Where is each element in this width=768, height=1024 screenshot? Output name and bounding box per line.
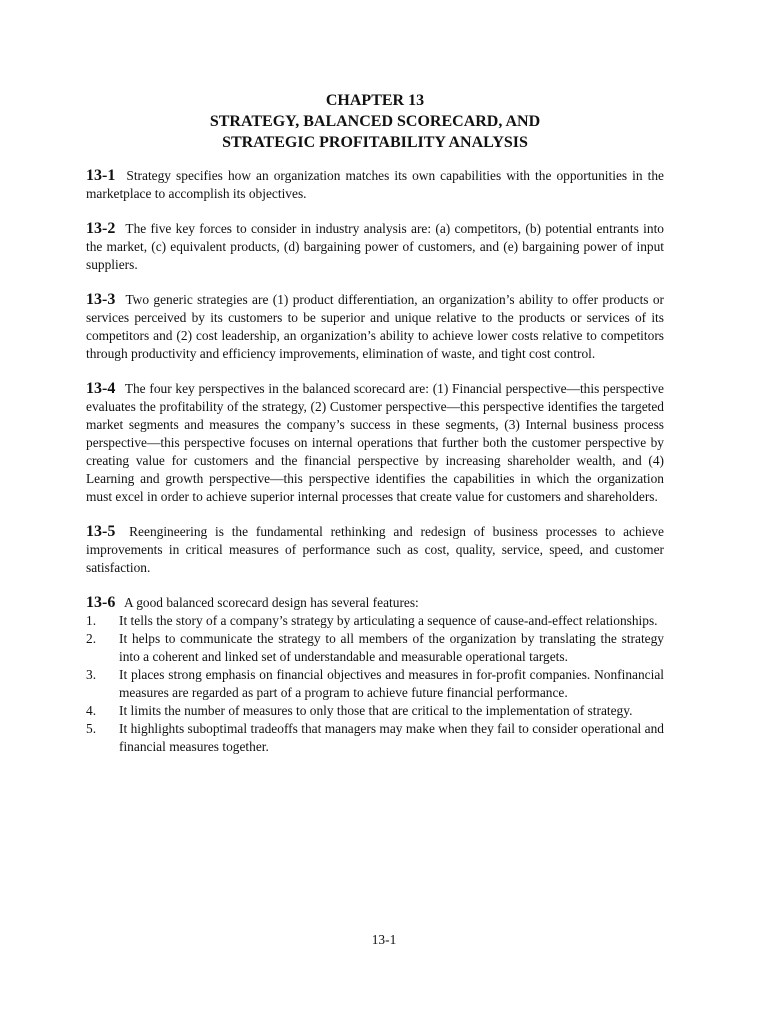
question-13-3 (86, 291, 664, 363)
question-number: 13-5 (86, 523, 116, 540)
document-page (86, 90, 664, 756)
question-number: 13-3 (86, 291, 116, 308)
chapter-label: CHAPTER 13 (325, 92, 425, 109)
list-item-number: 3. (86, 667, 97, 682)
list-item (86, 666, 664, 702)
list-item (86, 612, 664, 630)
question-answer-text: A good balanced scorecard design has several features: (123, 595, 419, 610)
question-number: 13-6 (86, 594, 116, 611)
question-13-1 (86, 167, 664, 203)
list-item-number: 1. (86, 613, 97, 628)
list-item-number: 4. (86, 703, 97, 718)
list-item-text: It limits the number of measures to only those that are critical to the implementation of strategy. (119, 703, 633, 718)
list-item-text: It places strong emphasis on financial objectives and measures in for-profit companies. Nonfinancial measures are regarded as part of a program to achieve future financial performance. (119, 667, 664, 700)
list-item-number: 2. (86, 631, 97, 646)
question-answer-text: The five key forces to consider in industry analysis are: (a) competitors, (b) potential entrants into the market, (c) equivalent products, (d) bargaining power of customers, and (e) bargaining power of input suppliers. (86, 221, 664, 272)
list-item (86, 702, 664, 720)
chapter-heading (86, 90, 664, 153)
chapter-title-line-2: STRATEGIC PROFITABILITY ANALYSIS (222, 134, 528, 151)
chapter-title-line-1: STRATEGY, BALANCED SCORECARD, AND (209, 113, 541, 130)
list-item (86, 720, 664, 756)
page-number: 13-1 (371, 932, 397, 947)
question-13-2 (86, 220, 664, 274)
question-13-5 (86, 523, 664, 577)
question-answer-text: Two generic strategies are (1) product differentiation, an organization’s ability to offer products or services perceived by its customers to be superior and unique relative to the products or services of its competitors and (2) cost leadership, an organization’s ability to achieve lower costs relative to competitors through productivity and efficiency improvements, elimination of waste, and tight cost control. (86, 292, 664, 361)
question-answer-text: Strategy specifies how an organization matches its own capabilities with the opportunities in the marketplace to accomplish its objectives. (86, 168, 664, 201)
list-item-text: It tells the story of a company’s strategy by articulating a sequence of cause-and-effect relationships. (119, 613, 658, 628)
question-number: 13-4 (86, 380, 116, 397)
question-13-4 (86, 380, 664, 506)
list-item (86, 630, 664, 666)
question-number: 13-1 (86, 167, 116, 184)
question-13-6 (86, 594, 664, 612)
question-answer-text: The four key perspectives in the balanced scorecard are: (1) Financial perspective—this perspective evaluates the profitability of the strategy, (2) Customer perspective—this perspective identifies the targeted market segments and measures the company’s success in these segments, (3) Internal business process perspective—this perspective focuses on internal operations that further both the customer perspective by creating value for customers and the financial perspective by increasing shareholder wealth, and (4) Learning and growth perspective—this perspective identifies the capabilities in which the organization must excel in order to achieve superior internal processes that create value for customers and shareholders. (86, 381, 664, 504)
list-item-number: 5. (86, 721, 97, 736)
scorecard-features-list (86, 612, 664, 756)
list-item-text: It helps to communicate the strategy to all members of the organization by translating the strategy into a coherent and linked set of understandable and measurable operational targets. (119, 631, 664, 664)
question-answer-text: Reengineering is the fundamental rethinking and redesign of business processes to achieve improvements in critical measures of performance such as cost, quality, service, speed, and customer satisfaction. (86, 524, 664, 575)
question-number: 13-2 (86, 220, 116, 237)
list-item-text: It highlights suboptimal tradeoffs that managers may make when they fail to consider operational and financial measures together. (119, 721, 664, 754)
